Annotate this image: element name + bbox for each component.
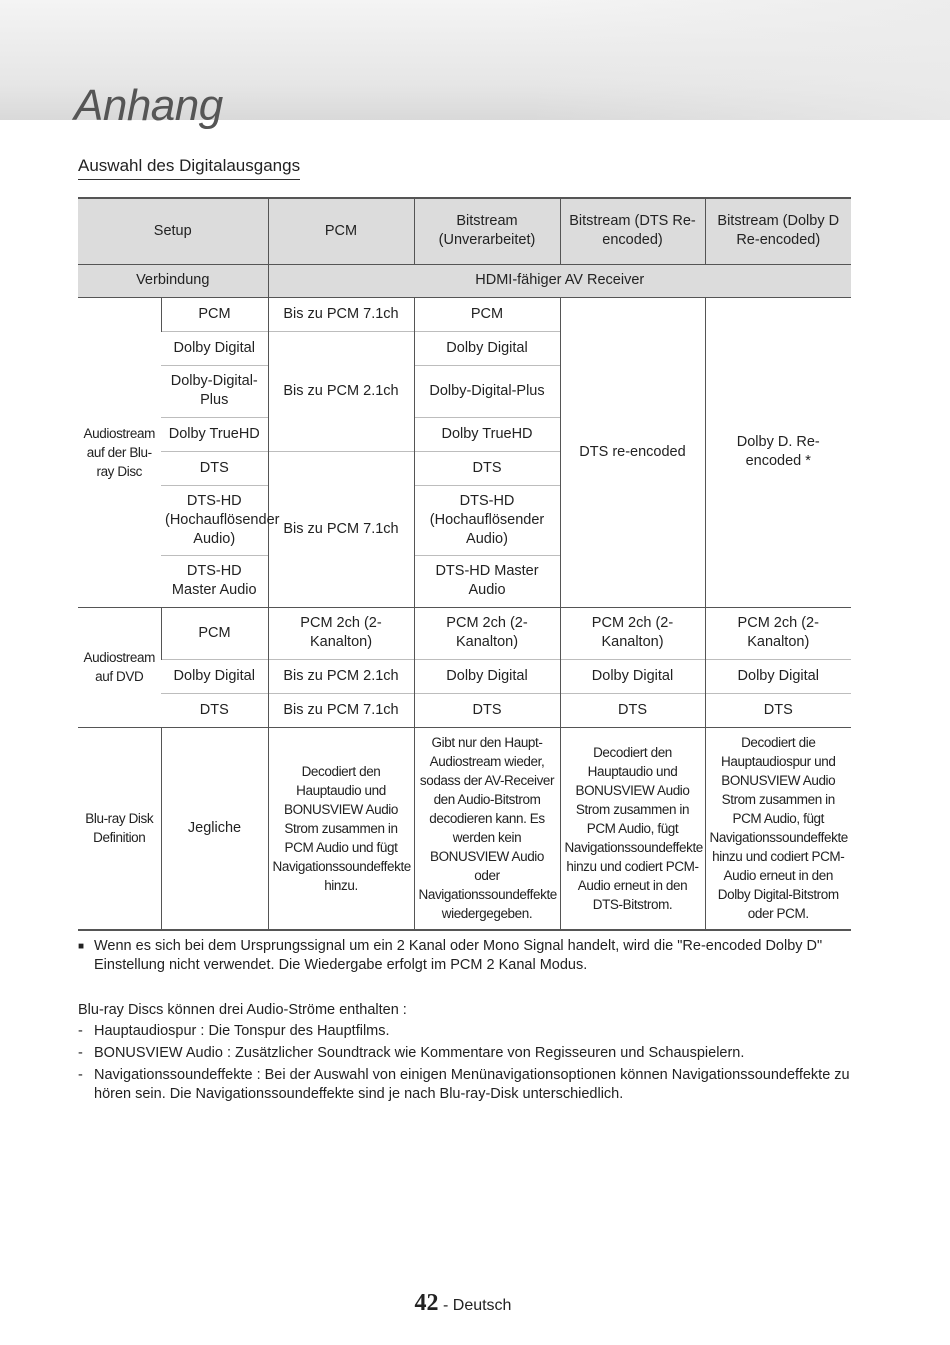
dts-cell: PCM 2ch (2-Kanalton) — [560, 607, 705, 659]
pcm-cell: Decodiert den Hauptaudio und BONUSVIEW Audio Strom zusammen in PCM Audio und fügt Navigationssoundeffekte hinzu. — [268, 727, 414, 930]
format-sub: (Hochauflösender Audio) — [165, 511, 280, 547]
audio-stream-list — [78, 1022, 853, 1107]
header-bitstream-raw: Bitstream (Unverarbeitet) — [414, 198, 560, 264]
list-dash: - — [78, 1023, 83, 1039]
raw-cell: PCM — [414, 297, 560, 331]
page-number: 42 — [414, 1290, 439, 1316]
footnote-mark: ■ — [78, 941, 85, 952]
raw-cell: PCM 2ch (2-Kanalton) — [414, 607, 560, 659]
pcm-cell: Bis zu PCM 7.1ch — [268, 693, 414, 727]
pcm-cell: Bis zu PCM 2.1ch — [268, 331, 414, 451]
raw-cell: Dolby Digital — [414, 331, 560, 365]
header-bitstream-dolby: Bitstream (Dolby D Re-encoded) — [705, 198, 851, 264]
format-cell: Dolby Digital — [161, 659, 268, 693]
dolby-cell: PCM 2ch (2-Kanalton) — [705, 607, 851, 659]
connection-row — [78, 264, 851, 297]
format-cell: PCM — [161, 297, 268, 331]
format-main: DTS-HD — [186, 492, 242, 509]
dolby-reencoded-cell: Dolby D. Re-encoded * — [705, 297, 851, 607]
raw-cell: Dolby-Digital-Plus — [414, 365, 560, 417]
footnote — [78, 937, 853, 975]
raw-cell: DTS-HD Master Audio — [414, 555, 560, 607]
footnote-text: Wenn es sich bei dem Ursprungssignal um ein 2 Kanal oder Mono Signal handelt, wird die "Re-encoded Dolby D" Einstellung nicht verwendet. Die Wiedergabe erfolgt im PCM 2 Kanal Modus. — [94, 938, 823, 973]
dts-cell: Decodiert den Hauptaudio und BONUSVIEW Audio Strom zusammen in PCM Audio, fügt Navigationssoundeffekte hinzu und codiert PCM-Audio erneut in den DTS-Bitstrom. — [560, 727, 705, 930]
format-cell: Dolby-Digital-Plus — [161, 365, 268, 417]
pcm-cell: Bis zu PCM 7.1ch — [268, 451, 414, 607]
list-item — [78, 1066, 853, 1104]
digital-output-table — [78, 197, 851, 931]
group-label-bluray: Audiostream auf der Blu-ray Disc — [78, 297, 161, 607]
dolby-cell: Dolby Digital — [705, 659, 851, 693]
section-title: Auswahl des Digitalausgangs — [78, 156, 300, 180]
pcm-cell: Bis zu PCM 7.1ch — [268, 297, 414, 331]
raw-cell: Gibt nur den Haupt-Audiostream wieder, sodass der AV-Receiver den Audio-Bitstrom decodieren kann. Es werden kein BONUSVIEW Audio oder Navigationssoundeffekte wiedergegeben. — [414, 727, 560, 930]
header-setup: Setup — [78, 198, 268, 264]
list-item-text: Hauptaudiospur : Die Tonspur des Hauptfilms. — [94, 1023, 390, 1039]
raw-cell: DTS-HD (Hochauflösender Audio) — [414, 485, 560, 555]
header-bitstream-dts: Bitstream (DTS Re-encoded) — [560, 198, 705, 264]
dolby-cell: DTS — [705, 693, 851, 727]
format-cell: DTS — [161, 693, 268, 727]
format-cell: DTS-HD Master Audio — [161, 555, 268, 607]
table-row — [78, 727, 851, 930]
table-row — [78, 607, 851, 659]
page-footer — [0, 1290, 926, 1317]
header-row — [78, 198, 851, 264]
raw-cell: DTS — [414, 451, 560, 485]
table-row — [78, 693, 851, 727]
list-item-text: BONUSVIEW Audio : Zusätzlicher Soundtrack wie Kommentare von Regisseuren und Schauspielern. — [94, 1045, 745, 1061]
list-dash: - — [78, 1045, 83, 1061]
pcm-cell: PCM 2ch (2-Kanalton) — [268, 607, 414, 659]
dts-cell: DTS — [560, 693, 705, 727]
list-item-text: Navigationssoundeffekte : Bei der Auswahl von einigen Menünavigationsoptionen können Navigationssoundeffekte zu hören sein. Die Navigationssoundeffekte sind je nach Blu-ray-Disk unterschiedlich. — [94, 1067, 850, 1102]
chapter-title: Anhang — [74, 81, 223, 130]
dts-cell: Dolby Digital — [560, 659, 705, 693]
list-dash: - — [78, 1067, 83, 1083]
table-row — [78, 297, 851, 331]
group-label-bd-definition: Blu-ray Disk Definition — [78, 727, 161, 930]
format-cell: Jegliche — [161, 727, 268, 930]
group-label-dvd: Audiostream auf DVD — [78, 607, 161, 727]
raw-cell: Dolby Digital — [414, 659, 560, 693]
table-row — [78, 659, 851, 693]
list-item — [78, 1022, 853, 1041]
format-cell: DTS — [161, 451, 268, 485]
dolby-cell: Decodiert die Hauptaudiospur und BONUSVIEW Audio Strom zusammen in PCM Audio, fügt Navigationssoundeffekte hinzu und codiert PCM-Audio erneut in den Dolby Digital-Bitstrom oder PCM. — [705, 727, 851, 930]
dts-reencoded-cell: DTS re-encoded — [560, 297, 705, 607]
connection-label: Verbindung — [78, 264, 268, 297]
format-cell: Dolby Digital — [161, 331, 268, 365]
page-language: - Deutsch — [442, 1297, 512, 1314]
pcm-cell: Bis zu PCM 2.1ch — [268, 659, 414, 693]
intro-text: Blu-ray Discs können drei Audio-Ströme enthalten : — [78, 1002, 407, 1018]
raw-cell: Dolby TrueHD — [414, 417, 560, 451]
format-cell: PCM — [161, 607, 268, 659]
format-cell: Dolby TrueHD — [161, 417, 268, 451]
raw-cell: DTS — [414, 693, 560, 727]
list-item — [78, 1044, 853, 1063]
header-pcm: PCM — [268, 198, 414, 264]
format-cell — [161, 485, 280, 555]
connection-value: HDMI-fähiger AV Receiver — [268, 264, 851, 297]
